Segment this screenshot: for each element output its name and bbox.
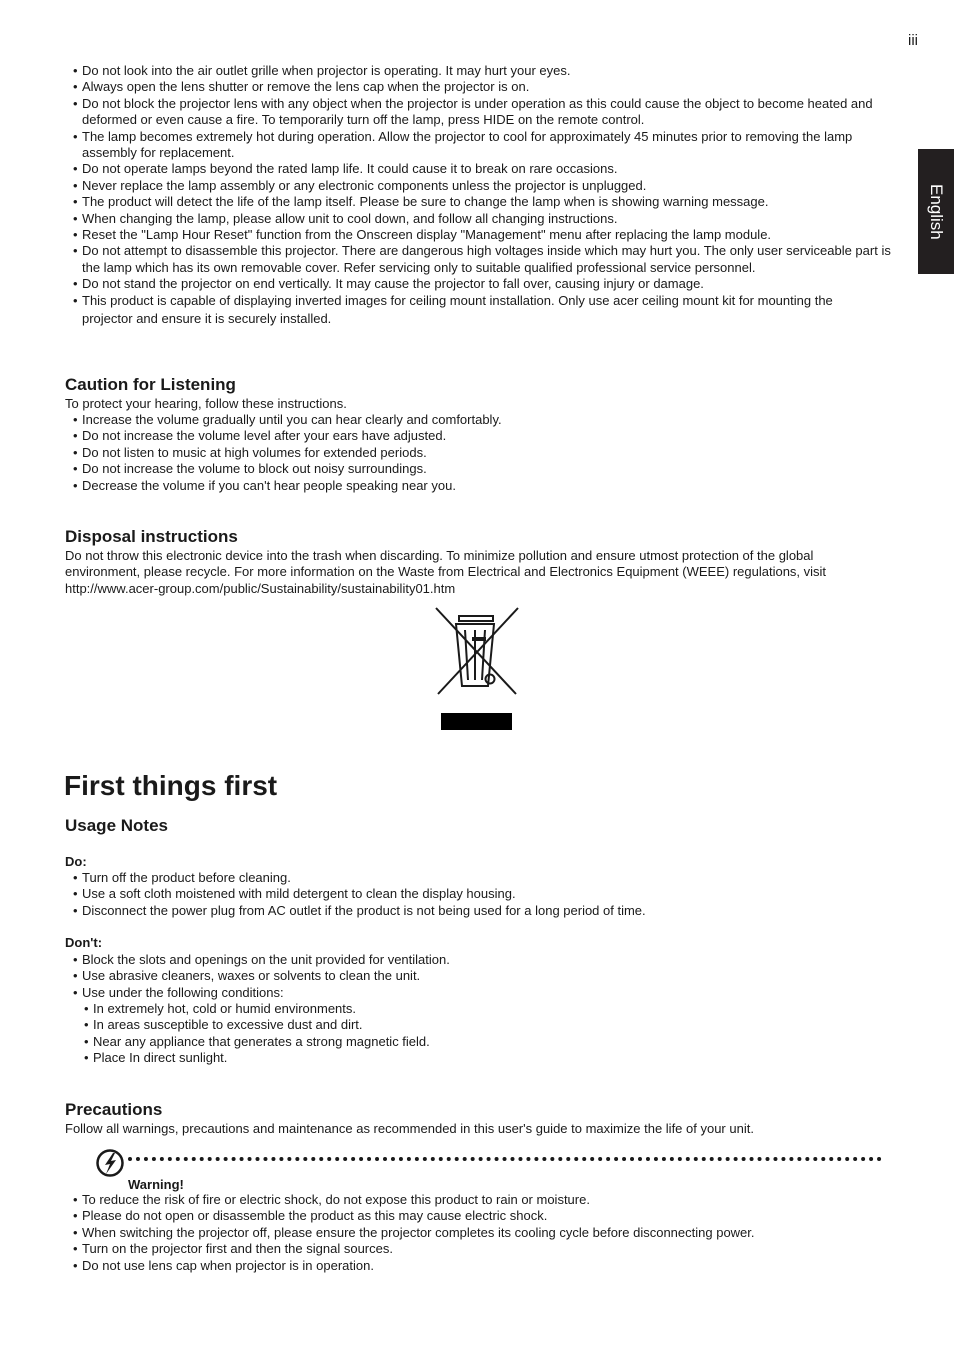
page-number: iii <box>908 32 918 49</box>
list-item: • Please do not open or disassemble the product as this may cause electric shock. <box>65 1208 895 1224</box>
crossed-out-wheelie-bin-icon <box>432 606 522 698</box>
list-item: • In areas susceptible to excessive dust and dirt. <box>65 1017 895 1033</box>
list-item: • Disconnect the power plug from AC outlet if the product is not being used for a long period of time. <box>65 903 895 919</box>
list-item: • Do not operate lamps beyond the rated lamp life. It could cause it to break on rare occasions. <box>65 161 895 177</box>
list-item: • Do not listen to music at high volumes for extended periods. <box>65 445 895 461</box>
list-item: • Use abrasive cleaners, waxes or solvents to clean the unit. <box>65 968 895 984</box>
list-item: • Use a soft cloth moistened with mild detergent to clean the display housing. <box>65 886 895 902</box>
warning-divider <box>128 1157 882 1161</box>
list-item: • Use under the following conditions: <box>65 985 895 1001</box>
list-item: • Turn on the projector first and then the signal sources. <box>65 1241 895 1257</box>
list-item: • Do not increase the volume level after your ears have adjusted. <box>65 428 895 444</box>
list-item: • The lamp becomes extremely hot during operation. Allow the projector to cool for approximately 45 minutes prior to removing the lamp assembly for replacement. <box>65 129 895 162</box>
list-item: • Do not block the projector lens with any object when the projector is under operation as this could cause the object to become heated and deformed or even cause a fire. To temporarily turn off the lamp, press HIDE on the remote control. <box>65 96 895 129</box>
language-tab-label: English <box>927 183 946 240</box>
lightning-warning-icon <box>96 1148 126 1178</box>
list-item: • When changing the lamp, please allow unit to cool down, and follow all changing instructions. <box>65 211 895 227</box>
precautions-heading: Precautions <box>65 1100 163 1119</box>
list-item: • The product will detect the life of the lamp itself. Please be sure to change the lamp when is showing warning message. <box>65 194 895 210</box>
list-item: • Decrease the volume if you can't hear people speaking near you. <box>65 478 895 494</box>
disposal-heading: Disposal instructions <box>65 527 238 546</box>
caution-intro: To protect your hearing, follow these instructions. <box>65 396 347 411</box>
list-item: • In extremely hot, cold or humid environments. <box>65 1001 895 1017</box>
list-item-line: projector and ensure it is securely installed. <box>82 311 332 327</box>
list-item: • To reduce the risk of fire or electric shock, do not expose this product to rain or moisture. <box>65 1192 895 1208</box>
list-item: • Always open the lens shutter or remove the lens cap when the projector is on. <box>65 79 895 95</box>
list-item: • Do not look into the air outlet grille when projector is operating. It may hurt your eyes. <box>65 63 895 79</box>
list-item: • Block the slots and openings on the unit provided for ventilation. <box>65 952 895 968</box>
disposal-text: Do not throw this electronic device into the trash when discarding. To minimize pollution and ensure utmost protection of the global environment, please recycle. For more information on the Waste from Electrical and Electronics Equipment (WEEE) regulations, visit http://www.acer-group.com/public/Sustainability/sustainability01.htm <box>65 548 827 596</box>
dont-sub-list <box>65 1001 895 1067</box>
list-item: • Do not attempt to disassemble this projector. There are dangerous high voltages inside which may hurt you. The only user serviceable part is the lamp which has its own removable cover. Refer servicing only to suitable qualified professional service personnel. <box>65 243 895 276</box>
list-item-line: This product is capable of displaying inverted images for ceiling mount installation. Only use acer ceiling mount kit for mounting the <box>82 292 833 308</box>
warning-list <box>65 1192 895 1274</box>
list-item: • Do not use lens cap when projector is in operation. <box>65 1258 895 1274</box>
list-item: • Do not increase the volume to block out noisy surroundings. <box>65 461 895 477</box>
do-list <box>65 870 895 919</box>
usage-heading: Usage Notes <box>65 816 168 835</box>
do-label: Do: <box>65 854 87 869</box>
precautions-text: Follow all warnings, precautions and maintenance as recommended in this user's guide to maximize the life of your unit. <box>65 1121 754 1136</box>
list-item: • Near any appliance that generates a strong magnetic field. <box>65 1034 895 1050</box>
list-item: • Do not stand the projector on end vertically. It may cause the projector to fall over, causing injury or damage. <box>65 276 895 292</box>
list-item: • When switching the projector off, please ensure the projector completes its cooling cycle before disconnecting power. <box>65 1225 895 1241</box>
list-item: • Never replace the lamp assembly or any electronic components unless the projector is unplugged. <box>65 178 895 194</box>
dont-label: Don't: <box>65 935 103 950</box>
weee-bar <box>441 713 512 730</box>
warning-label: Warning! <box>128 1177 184 1192</box>
page-title: First things first <box>64 770 278 801</box>
list-item <box>65 293 895 328</box>
safety-list <box>65 63 895 328</box>
list-item: • Increase the volume gradually until you can hear clearly and comfortably. <box>65 412 895 428</box>
list-item: • Place In direct sunlight. <box>65 1050 895 1066</box>
dont-list <box>65 952 895 1001</box>
caution-heading: Caution for Listening <box>65 375 236 394</box>
caution-list <box>65 412 895 494</box>
list-item: • Turn off the product before cleaning. <box>65 870 895 886</box>
list-item: • Reset the "Lamp Hour Reset" function from the Onscreen display "Management" menu after replacing the lamp module. <box>65 227 895 243</box>
